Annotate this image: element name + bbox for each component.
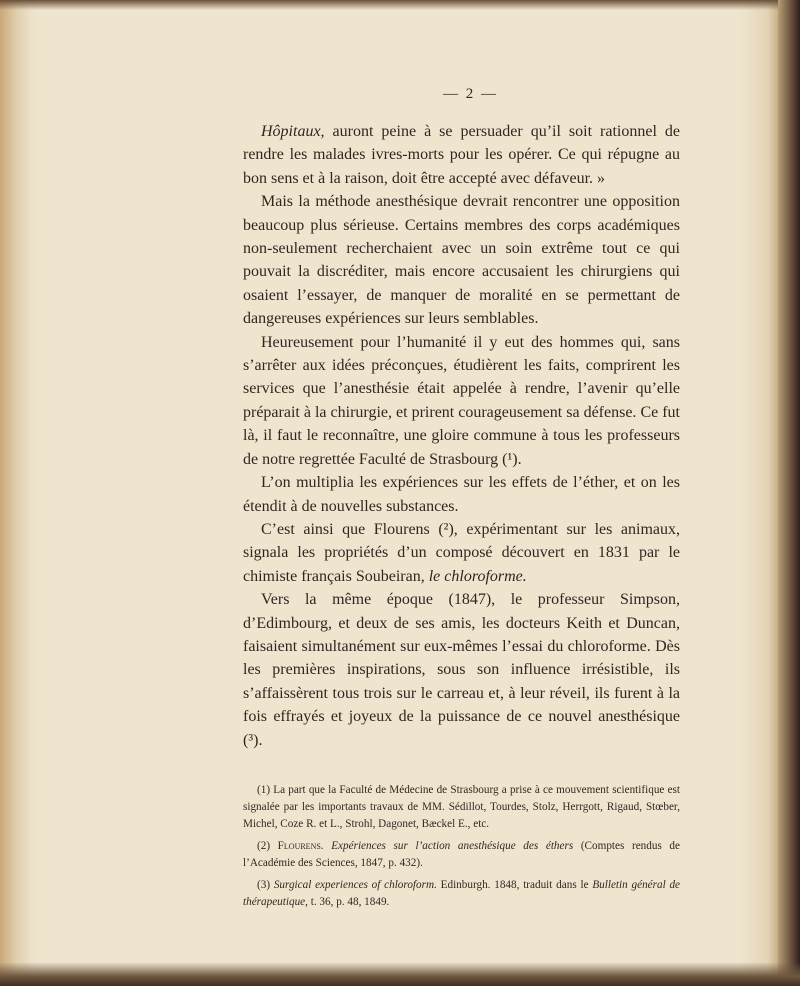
footnote-2-marker: (2) (257, 839, 271, 852)
footnote-3-marker: (3) (257, 878, 271, 891)
footnotes (243, 782, 680, 911)
paragraph-3: Heureusement pour l’humanité il y eut des hommes qui, sans s’arrêter aux idées préconçues, étudièrent les faits, comprirent les services que l’anesthésie était appelée à rendre, l’avenir qu’elle préparait à la chirurgie, et prirent courageusement sa défense. Ce fut là, il faut le reconnaître, une gloire commune à tous les professeurs de notre regrettée Faculté de Strasbourg (¹). (243, 333, 680, 468)
page-top-shadow (0, 0, 800, 10)
footnote-2-author: Flourens. (270, 839, 324, 852)
paragraph-1-text: auront peine à se persuader qu’il soit rationnel de rendre les malades ivres-morts pour les opérer. Ce qui répugne au bon sens et à la raison, doit être accepté avec défaveur. » (243, 123, 680, 187)
footnote-3-tail: t. 36, p. 48, 1849. (307, 895, 390, 908)
paragraph-1-italic-lead: Hôpitaux, (261, 123, 325, 140)
paragraph-5-italic-tail: le chloroforme. (428, 567, 527, 585)
footnote-2-text: (Comptes rendus de l’Académie des Sciences, 1847, p. 432). (243, 839, 680, 869)
page-number: — 2 — (443, 86, 498, 102)
footnote-1-text: La part que la Faculté de Médecine de Strasbourg a prise à ce mouvement scientifique est signalée par les importants travaux de MM. Sédillot, Tourdes, Stolz, Herrgott, Rigaud, Stœber, Michel, Coze R. et L., Strohl, Dagonet, Bæckel E., etc. (243, 783, 680, 830)
footnote-3-title: Surgical experiences of chloroform. (270, 878, 437, 891)
page-left-edge (0, 0, 30, 986)
page-content (243, 86, 680, 916)
paragraph-1 (243, 120, 680, 190)
page-right-edge (778, 0, 800, 986)
footnote-2 (243, 838, 680, 872)
footnote-2-title: Expériences sur l’action anesthésique des éthers (323, 839, 574, 852)
footnote-3 (243, 877, 680, 911)
paragraph-5 (243, 518, 680, 588)
footnote-3-journal: Bulletin général de thérapeutique, (243, 878, 681, 908)
footnote-1-marker: (1) (257, 783, 271, 796)
page-bottom-shadow (0, 962, 800, 986)
footnote-3-text: Edinburgh. 1848, traduit dans le (436, 878, 593, 891)
paragraph-2: Mais la méthode anesthésique devrait rencontrer une opposition beaucoup plus sérieuse. Certains membres des corps académiques non-seulement recherchaient avec un soin extrême tout ce qui pouvait la discréditer, mais encore accusaient les chirurgiens qui osaient l’essayer, de manquer de moralité en se permettant de dangereuses expériences sur leurs semblables. (243, 193, 680, 328)
paragraph-4: L’on multiplia les expériences sur les effets de l’éther, et on les étendit à de nouvelles substances. (243, 474, 680, 515)
footnote-1 (243, 782, 680, 833)
paragraph-5-text: C’est ainsi que Flourens (²), expérimentant sur les animaux, signala les propriétés d’un composé découvert en 1831 par le chimiste français Soubeiran, (243, 520, 680, 585)
paragraph-6: Vers la même époque (1847), le professeur Simpson, d’Edimbourg, et deux de ses amis, les docteurs Keith et Duncan, faisaient simultanément sur eux-mêmes l’essai du chloroforme. Dès les premières inspirations, sous son influence irrésistible, ils s’affaissèrent tous trois sur le carreau et, à leur réveil, ils furent à la fois effrayés et joyeux de la puissance de ce nouvel anesthésique (³). (243, 591, 680, 749)
